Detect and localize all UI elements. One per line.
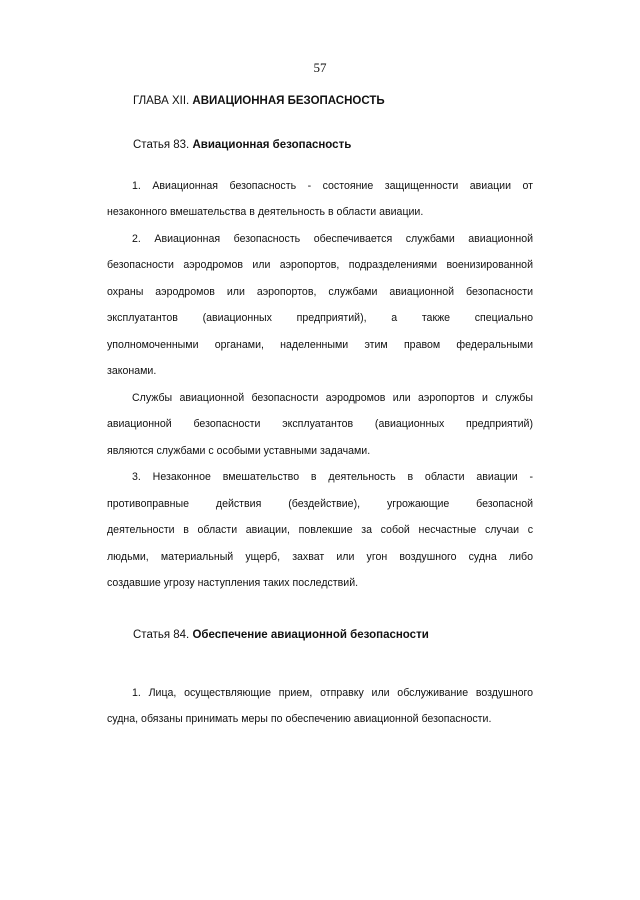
text-line: 1. Лица, осуществляющие прием, отправку или обслуживание воздушного — [132, 687, 533, 699]
text-line: противоправные действия (бездействие), угрожающие безопасной — [107, 498, 533, 510]
chapter-heading — [133, 95, 385, 107]
text-line: судна, обязаны принимать меры по обеспечению авиационной безопасности. — [107, 713, 492, 725]
article-84-title: Обеспечение авиационной безопасности — [192, 629, 429, 641]
text-line: авиационной безопасности эксплуатантов (авиационных предприятий) — [107, 418, 533, 430]
text-line: охраны аэродромов или аэропортов, службами авиационной безопасности — [107, 286, 533, 298]
article-83-title: Авиационная безопасность — [192, 139, 352, 151]
text-line: создавшие угрозу наступления таких последствий. — [107, 577, 359, 589]
text-line: 2. Авиационная безопасность обеспечивается службами авиационной — [132, 233, 533, 245]
article-83-prefix: Статья 83. — [133, 139, 190, 151]
article-83-heading — [133, 139, 351, 151]
text-line: являются службами с особыми уставными задачами. — [107, 445, 371, 457]
text-line: незаконного вмешательства в деятельность в области авиации. — [107, 206, 424, 218]
text-line: 1. Авиационная безопасность - состояние защищенности авиации от — [132, 180, 533, 192]
text-line: деятельности в области авиации, повлекшие за собой несчастные случаи с — [107, 524, 533, 536]
text-line: законами. — [107, 365, 157, 377]
text-line: людьми, материальный ущерб, захват или угон воздушного судна либо — [107, 551, 533, 563]
text-line: эксплуатантов (авиационных предприятий), а также специально — [107, 312, 533, 324]
text-line: 3. Незаконное вмешательство в деятельность в области авиации - — [132, 471, 533, 483]
text-line: безопасности аэродромов или аэропортов, подразделениями военизированной — [107, 259, 533, 271]
article-84-prefix: Статья 84. — [133, 629, 190, 641]
text-line: уполномоченными органами, наделенными этим правом федеральными — [107, 339, 533, 351]
page-number: 57 — [313, 60, 327, 75]
chapter-prefix: ГЛАВА XII. — [133, 95, 190, 107]
article-84-heading — [133, 629, 429, 641]
chapter-title: АВИАЦИОННАЯ БЕЗОПАСНОСТЬ — [192, 95, 385, 107]
text-line: Службы авиационной безопасности аэродромов или аэропортов и службы — [132, 392, 533, 404]
